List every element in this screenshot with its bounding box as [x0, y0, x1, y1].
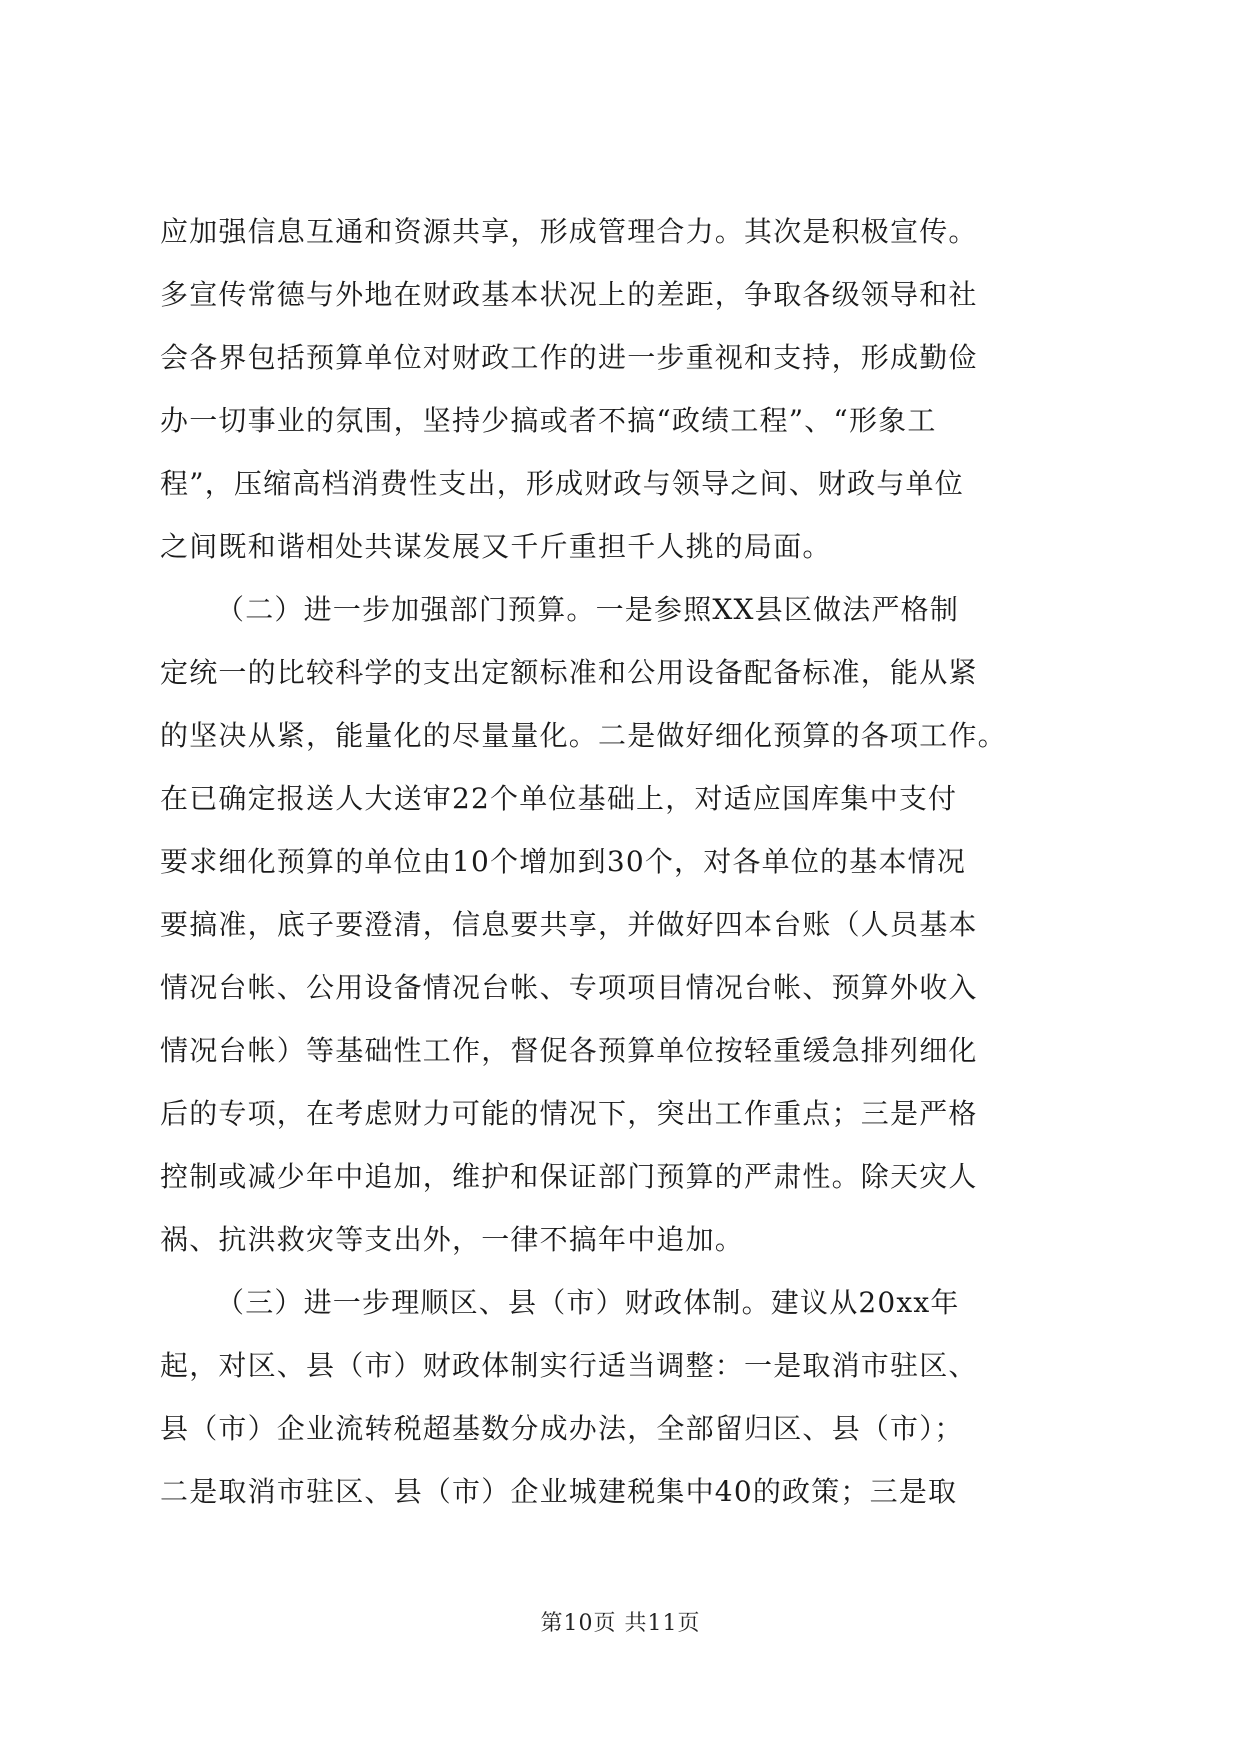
text-line: 之间既和谐相处共谋发展又千斤重担千人挑的局面。	[160, 530, 832, 563]
text-line: 起，对区、县（市）财政体制实行适当调整：一是取消市驻区、	[160, 1349, 978, 1382]
text-line: 二是取消市驻区、县（市）企业城建税集中40的政策；三是取	[160, 1475, 958, 1508]
document-body	[160, 200, 1100, 1523]
text-line: 祸、抗洪救灾等支出外，一律不搞年中追加。	[160, 1223, 745, 1256]
text-line: 要搞准，底子要澄清，信息要共享，并做好四本台账（人员基本	[160, 908, 978, 941]
text-line: 要求细化预算的单位由10个增加到30个，对各单位的基本情况	[160, 845, 967, 878]
text-line: 定统一的比较科学的支出定额标准和公用设备配备标准，能从紧	[160, 656, 978, 689]
text-line: 的坚决从紧，能量化的尽量量化。二是做好细化预算的各项工作。	[160, 719, 1007, 752]
section-heading-line: （三）进一步理顺区、县（市）财政体制。建议从20xx年	[216, 1286, 960, 1319]
text-line: 在已确定报送人大送审22个单位基础上，对适应国库集中支付	[160, 782, 958, 815]
text-line: 程”，压缩高档消费性支出，形成财政与领导之间、财政与单位	[160, 467, 964, 500]
page-number-footer: 第10页 共11页	[540, 1611, 701, 1636]
text-line: 后的专项，在考虑财力可能的情况下，突出工作重点；三是严格	[160, 1097, 978, 1130]
section-heading-line: （二）进一步加强部门预算。一是参照XX县区做法严格制	[216, 593, 960, 626]
text-line: 县（市）企业流转税超基数分成办法，全部留归区、县（市）；	[160, 1412, 964, 1445]
text-line: 应加强信息互通和资源共享，形成管理合力。其次是积极宣传。	[160, 215, 978, 248]
text-line: 会各界包括预算单位对财政工作的进一步重视和支持，形成勤俭	[160, 341, 978, 374]
text-line: 情况台帐、公用设备情况台帐、专项项目情况台帐、预算外收入	[160, 971, 978, 1004]
text-line: 多宣传常德与外地在财政基本状况上的差距，争取各级领导和社	[160, 278, 978, 311]
text-line: 控制或减少年中追加，维护和保证部门预算的严肃性。除天灾人	[160, 1160, 978, 1193]
text-line: 办一切事业的氛围，坚持少搞或者不搞“政绩工程”、“形象工	[160, 404, 937, 437]
text-line: 情况台帐）等基础性工作，督促各预算单位按轻重缓急排列细化	[160, 1034, 978, 1067]
